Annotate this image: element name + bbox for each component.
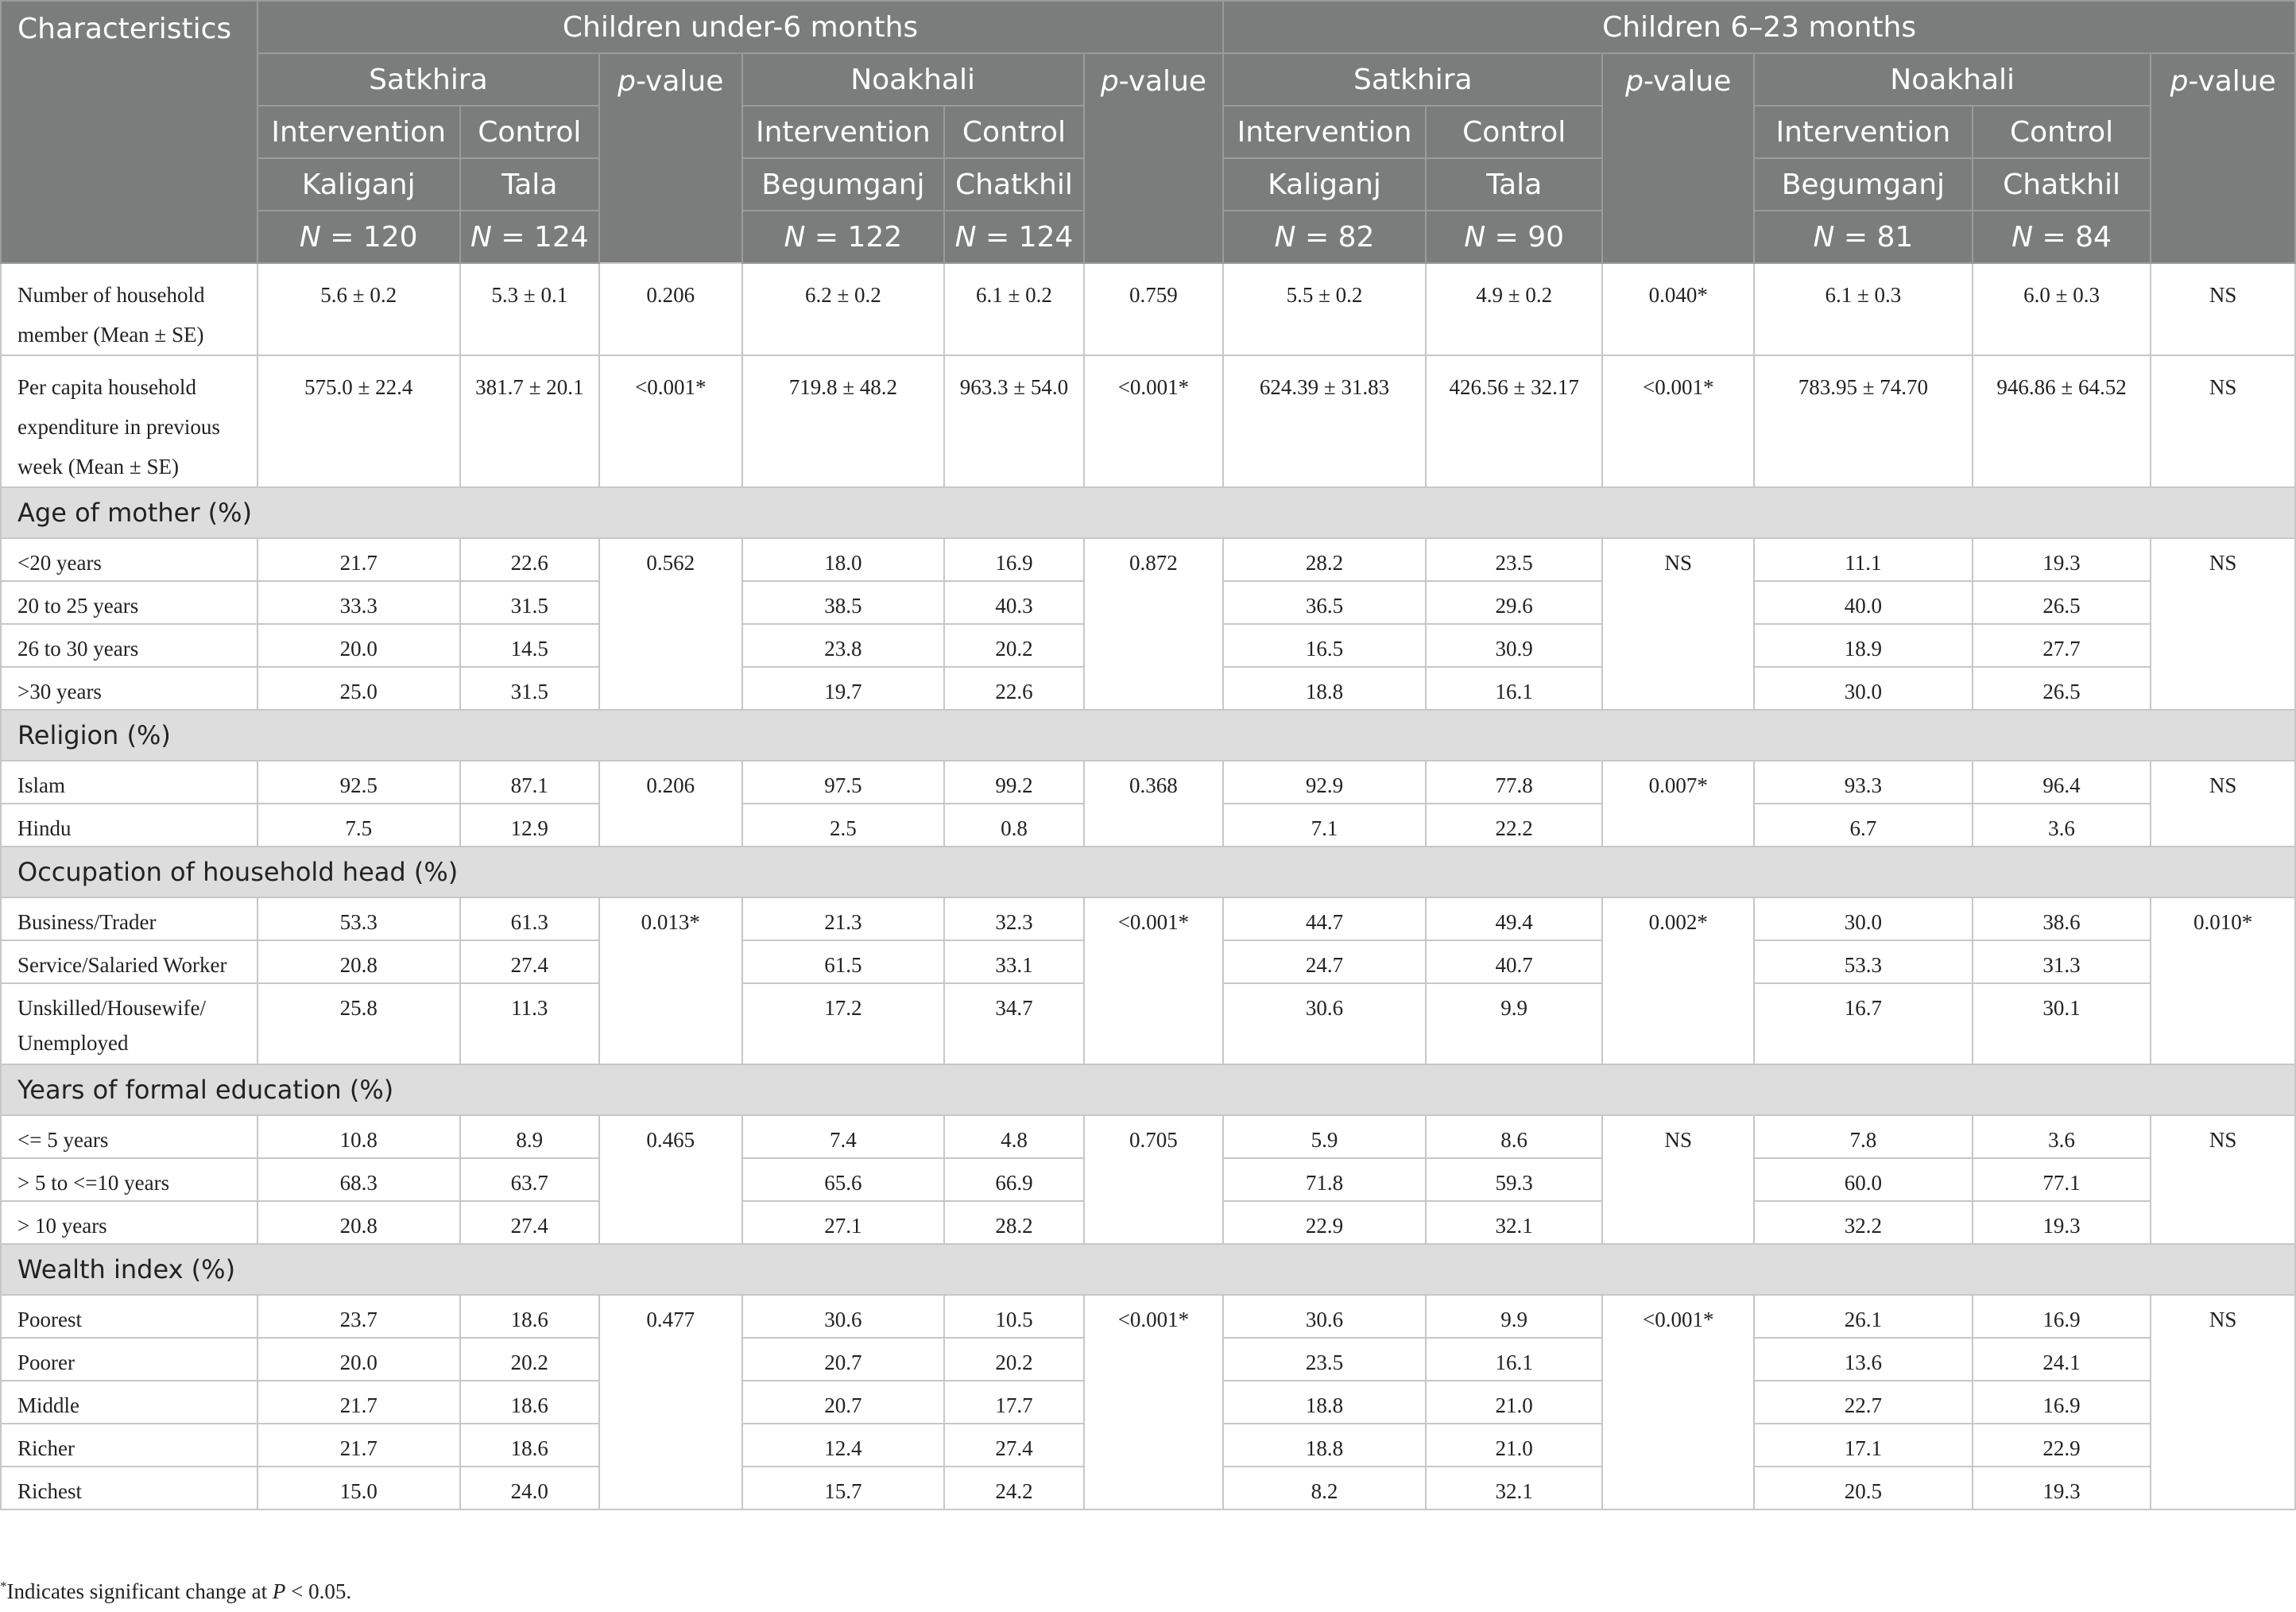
table-cell: 31.5 — [460, 581, 599, 624]
table-cell: 14.5 — [460, 624, 599, 667]
table-cell: 21.7 — [257, 1381, 460, 1424]
table-cell: 66.9 — [944, 1158, 1083, 1201]
table-cell: 4.9 ± 0.2 — [1426, 263, 1603, 355]
pvalue-cell: 0.705 — [1084, 1115, 1224, 1244]
pvalue-cell: 0.007* — [1602, 761, 1754, 847]
sample-size: N = 124 — [944, 211, 1083, 263]
table-cell: 24.0 — [460, 1467, 599, 1509]
table-cell: 18.6 — [460, 1381, 599, 1424]
table-cell: 96.4 — [1973, 761, 2151, 804]
table-cell: 20.2 — [944, 1338, 1083, 1381]
table-cell: <0.001* — [1084, 355, 1224, 487]
table-cell: 24.7 — [1223, 940, 1426, 983]
table-cell: 32.1 — [1426, 1467, 1603, 1509]
pvalue-cell: 0.368 — [1084, 761, 1224, 847]
table-cell: 20.5 — [1754, 1467, 1973, 1509]
table-cell: 65.6 — [742, 1158, 945, 1201]
table-cell: 12.9 — [460, 804, 599, 847]
row-label: >30 years — [1, 667, 257, 710]
district-kaliganj: Kaliganj — [257, 158, 460, 211]
table-cell: 9.9 — [1426, 983, 1603, 1064]
row-label: Islam — [1, 761, 257, 804]
table-cell: 30.6 — [742, 1295, 945, 1338]
district-kaliganj: Kaliganj — [1223, 158, 1426, 211]
table-cell: 3.6 — [1973, 804, 2151, 847]
pvalue-cell: 0.465 — [599, 1115, 741, 1244]
table-cell: 7.8 — [1754, 1115, 1973, 1158]
table-cell: 946.86 ± 64.52 — [1973, 355, 2151, 487]
table-row — [1, 1115, 2295, 1158]
table-cell: 92.9 — [1223, 761, 1426, 804]
table-cell: 53.3 — [257, 897, 460, 940]
section-title: Religion (%) — [1, 710, 2295, 761]
table-row — [1, 538, 2295, 581]
table-cell: 11.3 — [460, 983, 599, 1064]
table-cell: 20.2 — [460, 1338, 599, 1381]
footnote: *Indicates significant change at P < 0.05. — [0, 1579, 352, 1603]
characteristics-header: Characteristics — [1, 1, 257, 263]
table-cell: 6.1 ± 0.2 — [944, 263, 1083, 355]
row-label: Per capita household expenditure in previous week (Mean ± SE) — [1, 355, 257, 487]
table-cell: 21.3 — [742, 897, 945, 940]
table-cell: <0.001* — [599, 355, 741, 487]
pvalue-cell: 0.010* — [2151, 897, 2295, 1064]
table-cell: 24.1 — [1973, 1338, 2151, 1381]
section-title: Wealth index (%) — [1, 1244, 2295, 1295]
table-cell: 22.9 — [1223, 1201, 1426, 1244]
table-cell: 5.3 ± 0.1 — [460, 263, 599, 355]
row-label: Unskilled/Housewife/ Unemployed — [1, 983, 257, 1064]
table-row — [1, 897, 2295, 940]
row-label: > 5 to <=10 years — [1, 1158, 257, 1201]
table-cell: 22.2 — [1426, 804, 1603, 847]
row-label: Number of household member (Mean ± SE) — [1, 263, 257, 355]
table-cell: 23.5 — [1426, 538, 1603, 581]
table-cell: 59.3 — [1426, 1158, 1603, 1201]
table-cell: 7.5 — [257, 804, 460, 847]
region-satkhira: Satkhira — [1223, 53, 1602, 106]
table-cell: 7.1 — [1223, 804, 1426, 847]
district-tala: Tala — [460, 158, 599, 211]
arm-intervention: Intervention — [742, 106, 945, 158]
table-cell: 33.3 — [257, 581, 460, 624]
table-cell: 16.9 — [1973, 1295, 2151, 1338]
table-cell: 0.040* — [1602, 263, 1754, 355]
table-cell: 3.6 — [1973, 1115, 2151, 1158]
table-cell: 15.0 — [257, 1467, 460, 1509]
table-cell: 963.3 ± 54.0 — [944, 355, 1083, 487]
header-row-regions — [1, 53, 2295, 106]
section-header-row — [1, 710, 2295, 761]
row-label: > 10 years — [1, 1201, 257, 1244]
table-cell: 26.5 — [1973, 667, 2151, 710]
table-cell: 18.8 — [1223, 1381, 1426, 1424]
table-cell: 19.3 — [1973, 538, 2151, 581]
row-label: Richest — [1, 1467, 257, 1509]
table-cell: 26.5 — [1973, 581, 2151, 624]
table-cell: 27.1 — [742, 1201, 945, 1244]
table-cell: 719.8 ± 48.2 — [742, 355, 945, 487]
arm-control: Control — [1426, 106, 1603, 158]
table-cell: 15.7 — [742, 1467, 945, 1509]
table-cell: 21.0 — [1426, 1424, 1603, 1467]
table-cell: 32.2 — [1754, 1201, 1973, 1244]
table-cell: 97.5 — [742, 761, 945, 804]
table-cell: 22.6 — [944, 667, 1083, 710]
table-cell: 783.95 ± 74.70 — [1754, 355, 1973, 487]
table-cell: 87.1 — [460, 761, 599, 804]
table-cell: 27.7 — [1973, 624, 2151, 667]
table-cell: 30.0 — [1754, 897, 1973, 940]
pvalue-cell: 0.477 — [599, 1295, 741, 1509]
table-cell: 16.1 — [1426, 1338, 1603, 1381]
table-cell: 61.3 — [460, 897, 599, 940]
table-cell: 20.2 — [944, 624, 1083, 667]
pvalue-cell: 0.562 — [599, 538, 741, 710]
table-cell: 38.5 — [742, 581, 945, 624]
arm-control: Control — [944, 106, 1083, 158]
pvalue-cell: NS — [1602, 1115, 1754, 1244]
pvalue-header: p-value — [1602, 53, 1754, 263]
table-cell: 27.4 — [460, 940, 599, 983]
arm-intervention: Intervention — [1223, 106, 1426, 158]
region-satkhira: Satkhira — [257, 53, 599, 106]
table-row — [1, 263, 2295, 355]
pvalue-header: p-value — [2151, 53, 2295, 263]
table-cell: 17.7 — [944, 1381, 1083, 1424]
region-noakhali: Noakhali — [742, 53, 1084, 106]
table-cell: 22.9 — [1973, 1424, 2151, 1467]
table-cell: 16.1 — [1426, 667, 1603, 710]
row-label: <20 years — [1, 538, 257, 581]
arm-control: Control — [460, 106, 599, 158]
table-cell: 21.7 — [257, 538, 460, 581]
pvalue-cell: <0.001* — [1602, 1295, 1754, 1509]
table-cell: 60.0 — [1754, 1158, 1973, 1201]
table-cell: 30.0 — [1754, 667, 1973, 710]
table-cell: 20.7 — [742, 1381, 945, 1424]
sample-size: N = 90 — [1426, 211, 1603, 263]
pvalue-cell: <0.001* — [1084, 1295, 1224, 1509]
district-chatkhil: Chatkhil — [1973, 158, 2151, 211]
table-cell: 5.6 ± 0.2 — [257, 263, 460, 355]
table-cell: 20.0 — [257, 1338, 460, 1381]
table-cell: 8.6 — [1426, 1115, 1603, 1158]
table-cell: 29.6 — [1426, 581, 1603, 624]
table-cell: 13.6 — [1754, 1338, 1973, 1381]
district-tala: Tala — [1426, 158, 1603, 211]
table-cell: 40.7 — [1426, 940, 1603, 983]
section-header-row — [1, 847, 2295, 897]
table-body — [1, 263, 2295, 1509]
table-cell: 63.7 — [460, 1158, 599, 1201]
table-cell: 24.2 — [944, 1467, 1083, 1509]
table-cell: 8.9 — [460, 1115, 599, 1158]
table-cell: 17.1 — [1754, 1424, 1973, 1467]
table-cell: 18.9 — [1754, 624, 1973, 667]
arm-intervention: Intervention — [257, 106, 460, 158]
district-chatkhil: Chatkhil — [944, 158, 1083, 211]
table-cell: 2.5 — [742, 804, 945, 847]
group-under-6-months: Children under-6 months — [257, 1, 1223, 53]
table-cell: 38.6 — [1973, 897, 2151, 940]
section-title: Occupation of household head (%) — [1, 847, 2295, 897]
region-noakhali: Noakhali — [1754, 53, 2151, 106]
table-row — [1, 1295, 2295, 1338]
pvalue-header: p-value — [599, 53, 741, 263]
table-cell: 16.9 — [1973, 1381, 2151, 1424]
pvalue-cell: NS — [2151, 538, 2295, 710]
section-header-row — [1, 487, 2295, 538]
table-cell: 71.8 — [1223, 1158, 1426, 1201]
row-label: Service/Salaried Worker — [1, 940, 257, 983]
table-cell: 10.5 — [944, 1295, 1083, 1338]
row-label: Poorest — [1, 1295, 257, 1338]
table-cell: 28.2 — [944, 1201, 1083, 1244]
pvalue-cell: 0.013* — [599, 897, 741, 1064]
section-title: Age of mother (%) — [1, 487, 2295, 538]
pvalue-cell: 0.206 — [599, 761, 741, 847]
row-label: Richer — [1, 1424, 257, 1467]
table-cell: 624.39 ± 31.83 — [1223, 355, 1426, 487]
table-cell: 17.2 — [742, 983, 945, 1064]
table-cell: 5.5 ± 0.2 — [1223, 263, 1426, 355]
table-cell: 19.7 — [742, 667, 945, 710]
pvalue-cell: <0.001* — [1084, 897, 1224, 1064]
table-cell: 21.7 — [257, 1424, 460, 1467]
table-cell: 32.3 — [944, 897, 1083, 940]
table-cell: 18.6 — [460, 1424, 599, 1467]
row-label: 26 to 30 years — [1, 624, 257, 667]
table-cell: 0.8 — [944, 804, 1083, 847]
table-cell: 23.7 — [257, 1295, 460, 1338]
table-cell: 25.8 — [257, 983, 460, 1064]
table-cell: 11.1 — [1754, 538, 1973, 581]
table-cell: NS — [2151, 355, 2295, 487]
table-cell: NS — [2151, 263, 2295, 355]
table-cell: 44.7 — [1223, 897, 1426, 940]
arm-control: Control — [1973, 106, 2151, 158]
pvalue-cell: 0.002* — [1602, 897, 1754, 1064]
section-header-row — [1, 1244, 2295, 1295]
table-cell: 9.9 — [1426, 1295, 1603, 1338]
table-cell: 92.5 — [257, 761, 460, 804]
table-cell: 31.5 — [460, 667, 599, 710]
table-cell: 34.7 — [944, 983, 1083, 1064]
table-cell: 61.5 — [742, 940, 945, 983]
table-row — [1, 355, 2295, 487]
table-cell: 30.9 — [1426, 624, 1603, 667]
row-label: 20 to 25 years — [1, 581, 257, 624]
sample-size: N = 84 — [1973, 211, 2151, 263]
pvalue-cell: NS — [2151, 1295, 2295, 1509]
table-cell: 20.0 — [257, 624, 460, 667]
table-cell: 25.0 — [257, 667, 460, 710]
table-cell: 18.8 — [1223, 1424, 1426, 1467]
pvalue-header: p-value — [1084, 53, 1224, 263]
sample-size: N = 82 — [1223, 211, 1426, 263]
table-cell: 575.0 ± 22.4 — [257, 355, 460, 487]
table-cell: 28.2 — [1223, 538, 1426, 581]
table-cell: 6.1 ± 0.3 — [1754, 263, 1973, 355]
pvalue-cell: NS — [2151, 761, 2295, 847]
table-cell: 10.8 — [257, 1115, 460, 1158]
row-label: Poorer — [1, 1338, 257, 1381]
table-cell: 77.1 — [1973, 1158, 2151, 1201]
table-cell: 22.6 — [460, 538, 599, 581]
table-cell: 33.1 — [944, 940, 1083, 983]
table-cell: 36.5 — [1223, 581, 1426, 624]
table-cell: 30.6 — [1223, 1295, 1426, 1338]
district-begumganj: Begumganj — [1754, 158, 1973, 211]
section-title: Years of formal education (%) — [1, 1064, 2295, 1115]
row-label: Business/Trader — [1, 897, 257, 940]
table-cell: 93.3 — [1754, 761, 1973, 804]
table-cell: 8.2 — [1223, 1467, 1426, 1509]
table-cell: 30.1 — [1973, 983, 2151, 1064]
section-header-row — [1, 1064, 2295, 1115]
table-cell: 23.5 — [1223, 1338, 1426, 1381]
table-cell: 77.8 — [1426, 761, 1603, 804]
pvalue-cell: 0.872 — [1084, 538, 1224, 710]
table-row — [1, 761, 2295, 804]
table-cell: 40.0 — [1754, 581, 1973, 624]
table-cell: 381.7 ± 20.1 — [460, 355, 599, 487]
table-header — [1, 1, 2295, 263]
table-cell: 27.4 — [460, 1201, 599, 1244]
table-cell: 4.8 — [944, 1115, 1083, 1158]
row-label: <= 5 years — [1, 1115, 257, 1158]
sample-size: N = 124 — [460, 211, 599, 263]
table-cell: 0.759 — [1084, 263, 1224, 355]
table-cell: 31.3 — [1973, 940, 2151, 983]
table-cell: 19.3 — [1973, 1201, 2151, 1244]
row-label: Hindu — [1, 804, 257, 847]
table-cell: 20.8 — [257, 1201, 460, 1244]
table-cell: 18.0 — [742, 538, 945, 581]
row-label: Middle — [1, 1381, 257, 1424]
table-cell: 5.9 — [1223, 1115, 1426, 1158]
table-cell: 18.6 — [460, 1295, 599, 1338]
sample-size: N = 81 — [1754, 211, 1973, 263]
table-cell: 21.0 — [1426, 1381, 1603, 1424]
pvalue-cell: NS — [1602, 538, 1754, 710]
table-cell: 22.7 — [1754, 1381, 1973, 1424]
table-cell: 6.0 ± 0.3 — [1973, 263, 2151, 355]
table-cell: 12.4 — [742, 1424, 945, 1467]
table-cell: 20.7 — [742, 1338, 945, 1381]
table-cell: 26.1 — [1754, 1295, 1973, 1338]
district-begumganj: Begumganj — [742, 158, 945, 211]
table-cell: 99.2 — [944, 761, 1083, 804]
table-cell: 27.4 — [944, 1424, 1083, 1467]
table-cell: 30.6 — [1223, 983, 1426, 1064]
header-row-groups — [1, 1, 2295, 53]
table-cell: 16.9 — [944, 538, 1083, 581]
arm-intervention: Intervention — [1754, 106, 1973, 158]
table-cell: 20.8 — [257, 940, 460, 983]
table-cell: 16.7 — [1754, 983, 1973, 1064]
table-cell: 40.3 — [944, 581, 1083, 624]
table-cell: 49.4 — [1426, 897, 1603, 940]
table-cell: 32.1 — [1426, 1201, 1603, 1244]
table-cell: 19.3 — [1973, 1467, 2151, 1509]
table-cell: 6.7 — [1754, 804, 1973, 847]
table-cell: 7.4 — [742, 1115, 945, 1158]
table-cell: 23.8 — [742, 624, 945, 667]
table-cell: <0.001* — [1602, 355, 1754, 487]
sample-size: N = 120 — [257, 211, 460, 263]
table-cell: 6.2 ± 0.2 — [742, 263, 945, 355]
table-cell: 426.56 ± 32.17 — [1426, 355, 1603, 487]
pvalue-cell: NS — [2151, 1115, 2295, 1244]
sample-size: N = 122 — [742, 211, 945, 263]
table-cell: 53.3 — [1754, 940, 1973, 983]
table-cell: 16.5 — [1223, 624, 1426, 667]
table-cell: 0.206 — [599, 263, 741, 355]
table-cell: 18.8 — [1223, 667, 1426, 710]
group-6-23-months: Children 6–23 months — [1223, 1, 2295, 53]
table-cell: 68.3 — [257, 1158, 460, 1201]
